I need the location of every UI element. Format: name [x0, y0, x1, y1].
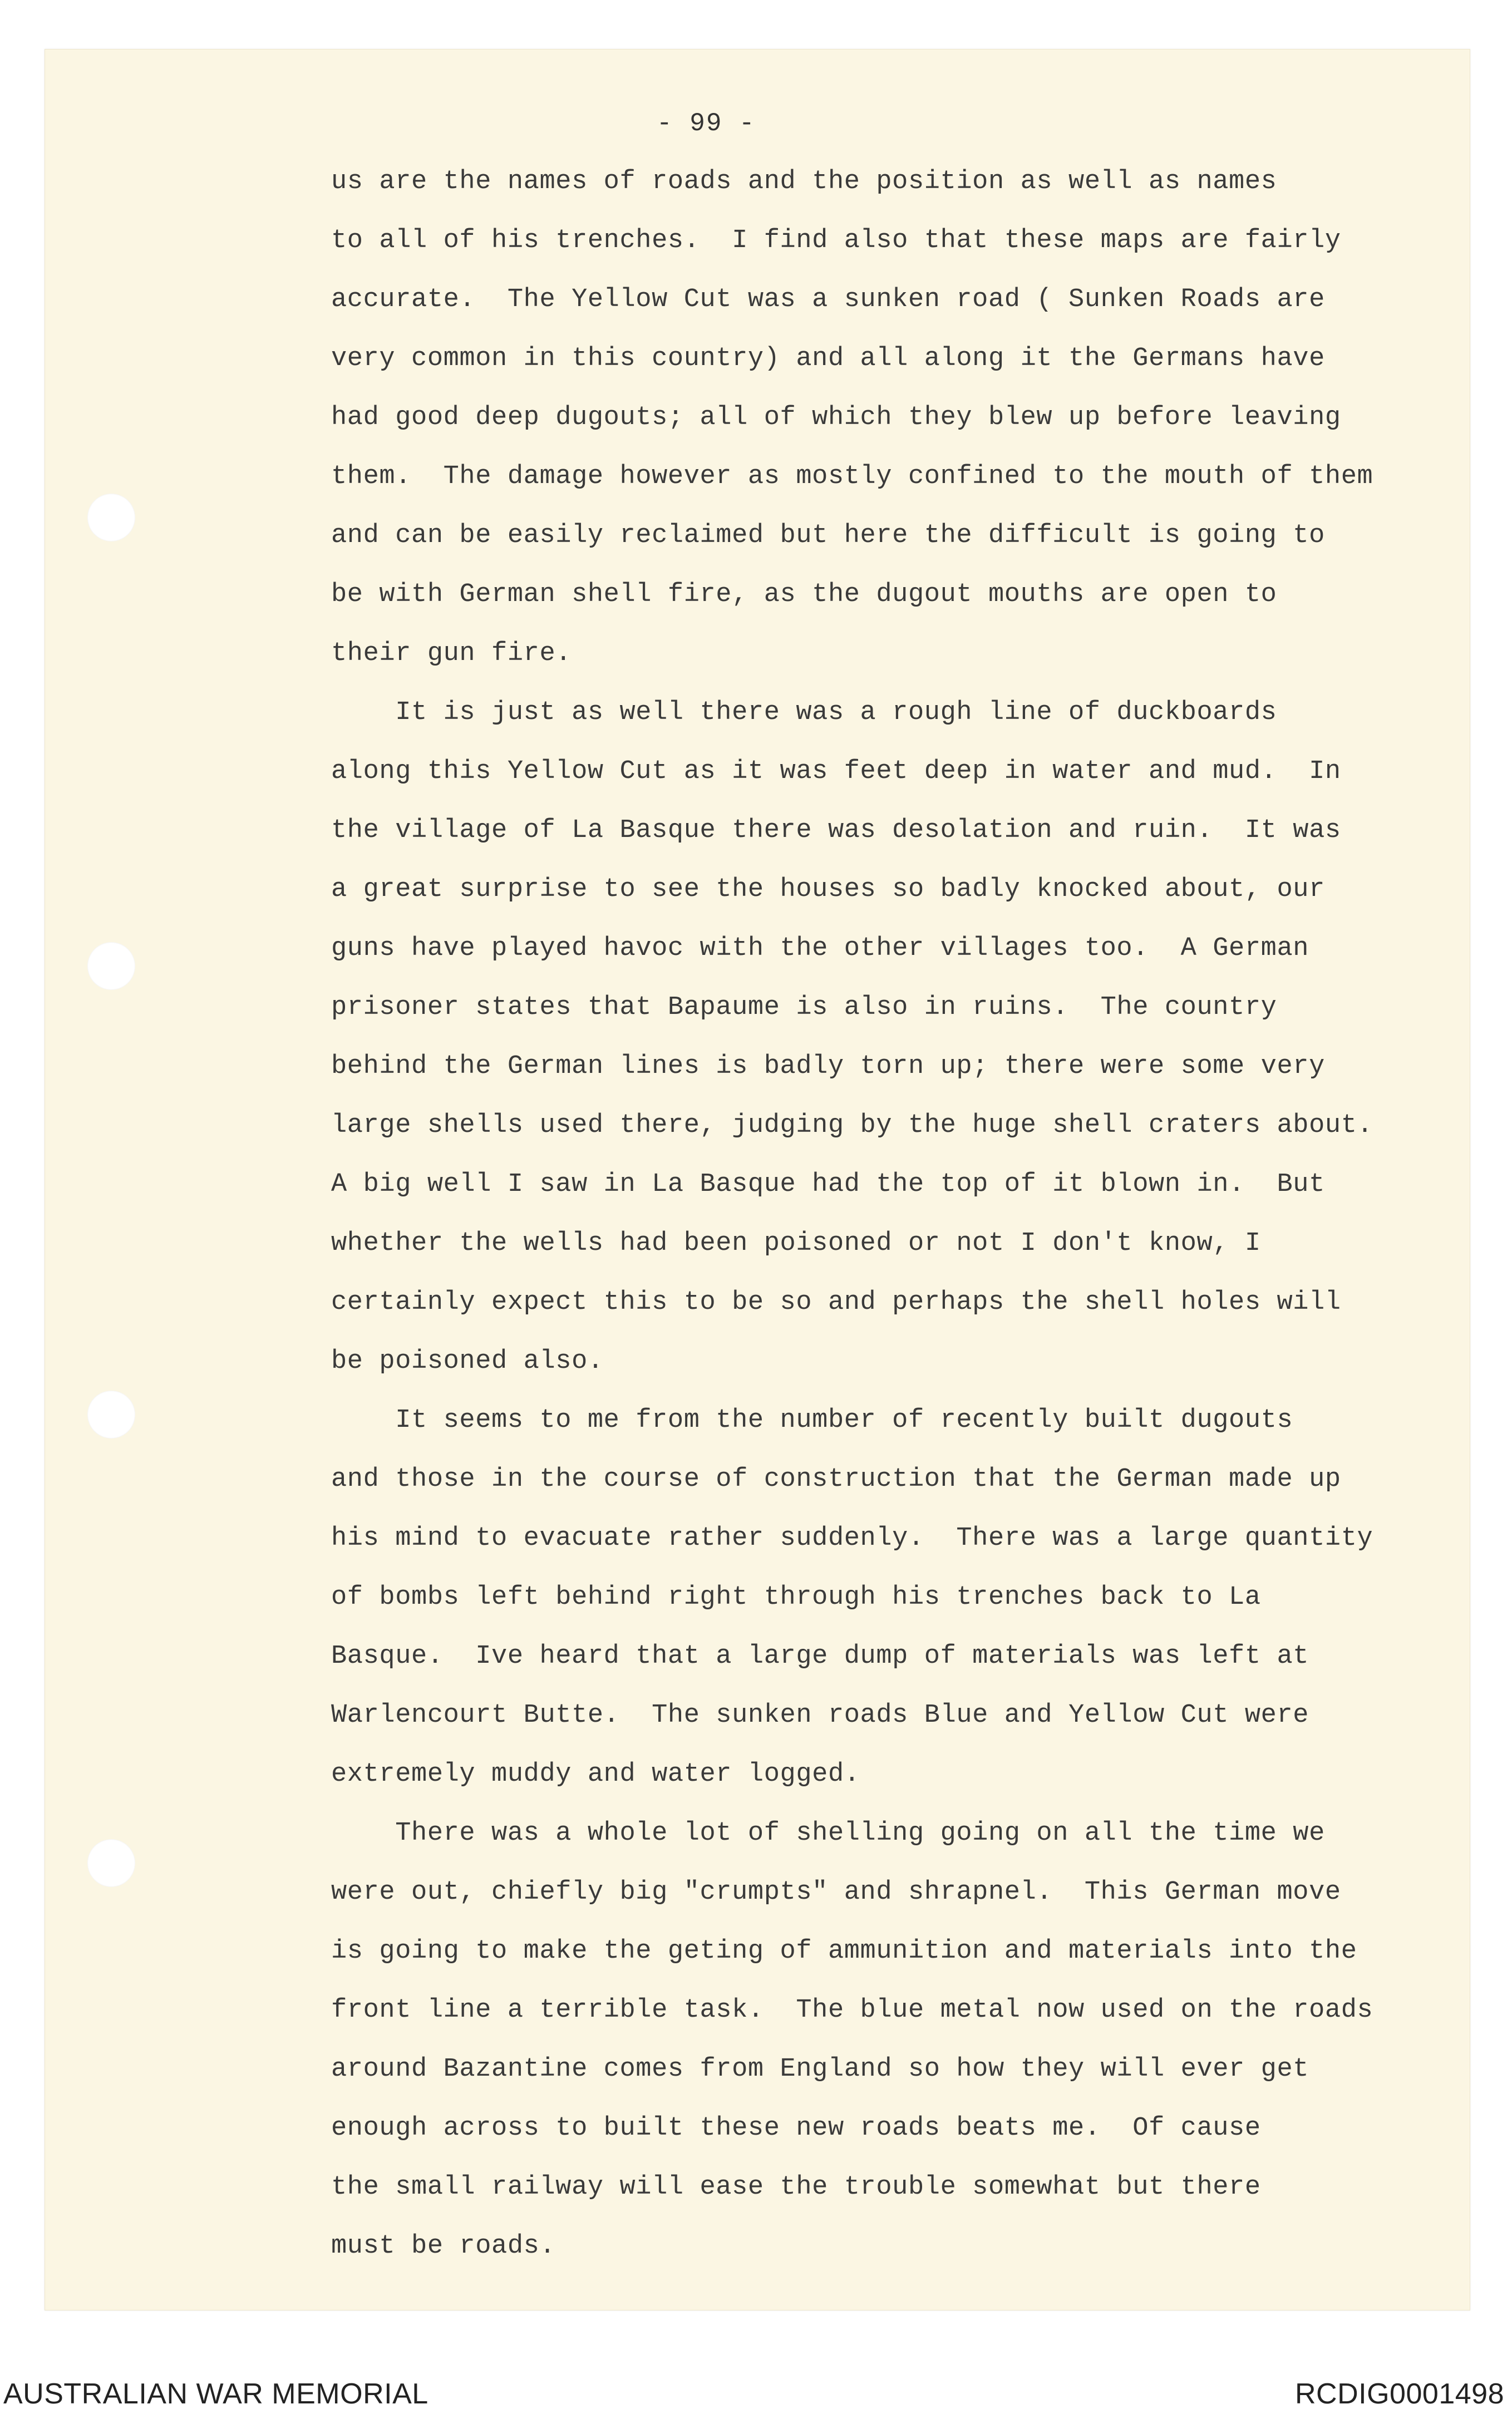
text-line: and can be easily reclaimed but here the difficult is going to	[331, 521, 1325, 550]
text-line: their gun fire.	[331, 639, 572, 668]
punch-hole	[87, 942, 135, 990]
text-line: and those in the course of construction that the German made up	[331, 1465, 1341, 1494]
text-line: be poisoned also.	[331, 1347, 604, 1376]
text-line: them. The damage however as mostly confined to the mouth of them	[331, 462, 1373, 491]
text-line: whether the wells had been poisoned or not I don't know, I	[331, 1229, 1261, 1258]
text-line: is going to make the geting of ammunition and materials into the	[331, 1937, 1357, 1966]
text-line: us are the names of roads and the position as well as names	[331, 167, 1277, 196]
text-line: very common in this country) and all along it the Germans have	[331, 344, 1325, 373]
text-line: There was a whole lot of shelling going on all the time we	[331, 1819, 1325, 1848]
text-line: of bombs left behind right through his trenches back to La	[331, 1583, 1261, 1612]
text-line: guns have played havoc with the other villages too. A German	[331, 934, 1309, 963]
text-line: enough across to built these new roads beats me. Of cause	[331, 2114, 1261, 2143]
text-line: prisoner states that Bapaume is also in ruins. The country	[331, 993, 1277, 1022]
text-line: the small railway will ease the trouble somewhat but there	[331, 2172, 1261, 2202]
text-line: along this Yellow Cut as it was feet deep in water and mud. In	[331, 757, 1341, 786]
text-line: be with German shell fire, as the dugout mouths are open to	[331, 580, 1277, 609]
footer-reference: RCDIG0001498	[1295, 2378, 1504, 2410]
text-line: A big well I saw in La Basque had the top of it blown in. But	[331, 1170, 1325, 1199]
text-line: were out, chiefly big "crumpts" and shrapnel. This German move	[331, 1878, 1341, 1907]
text-line: It seems to me from the number of recently built dugouts	[331, 1406, 1293, 1435]
text-line: large shells used there, judging by the huge shell craters about.	[331, 1111, 1373, 1140]
text-line: had good deep dugouts; all of which they blew up before leaving	[331, 403, 1341, 432]
text-line: a great surprise to see the houses so badly knocked about, our	[331, 875, 1325, 904]
text-line: the village of La Basque there was desolation and ruin. It was	[331, 816, 1341, 845]
text-line: must be roads.	[331, 2231, 556, 2261]
punch-hole	[87, 1391, 135, 1438]
text-line: accurate. The Yellow Cut was a sunken road ( Sunken Roads are	[331, 285, 1325, 314]
punch-hole	[87, 1839, 135, 1887]
text-line: Basque. Ive heard that a large dump of materials was left at	[331, 1642, 1309, 1671]
text-line: It is just as well there was a rough line of duckboards	[331, 698, 1277, 727]
text-line: Warlencourt Butte. The sunken roads Blue and Yellow Cut were	[331, 1701, 1309, 1730]
text-line: his mind to evacuate rather suddenly. There was a large quantity	[331, 1524, 1373, 1553]
footer-institution: AUSTRALIAN WAR MEMORIAL	[3, 2378, 429, 2410]
text-line: around Bazantine comes from England so how they will ever get	[331, 2055, 1309, 2084]
page-number: - 99 -	[657, 109, 756, 138]
text-line: certainly expect this to be so and perhaps the shell holes will	[331, 1288, 1341, 1317]
text-line: to all of his trenches. I find also that these maps are fairly	[331, 226, 1341, 255]
text-line: front line a terrible task. The blue metal now used on the roads	[331, 1996, 1373, 2025]
punch-hole	[87, 494, 135, 541]
text-line: behind the German lines is badly torn up; there were some very	[331, 1052, 1325, 1081]
text-line: extremely muddy and water logged.	[331, 1760, 860, 1789]
